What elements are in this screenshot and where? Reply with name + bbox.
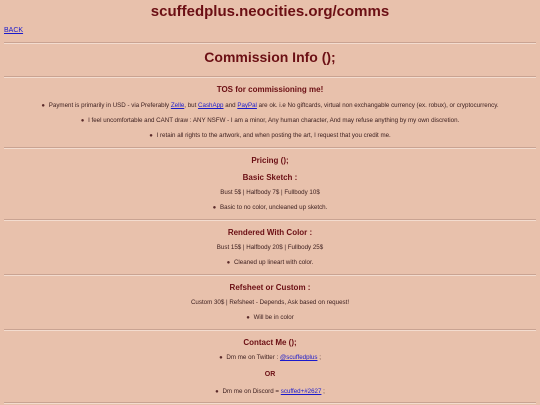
tos-restrictions-line: ● I feel uncomfortable and CANT draw : ANY NSFW - I am a minor, Any human character, And may refuse anything by my own discretion. xyxy=(80,117,460,124)
basic-sketch-heading: Basic Sketch : xyxy=(242,173,298,182)
divider xyxy=(4,402,536,404)
cashapp-link[interactable]: CashApp xyxy=(198,102,224,109)
refsheet-custom-note: ● Will be in color xyxy=(246,314,294,321)
rendered-color-prices: Bust 15$ | Halfbody 20$ | Fullbody 25$ xyxy=(216,244,324,251)
bullet-icon: ● xyxy=(219,355,223,361)
discord-link[interactable]: scuffed+#2627 xyxy=(280,388,322,395)
tos-heading: TOS for commissioning me! xyxy=(216,85,324,94)
paypal-link[interactable]: PayPal xyxy=(237,102,257,109)
bullet-icon: ● xyxy=(41,103,46,109)
basic-sketch-note: ● Basic to no color, uncleaned up sketch. xyxy=(212,204,328,211)
basic-sketch-prices: Bust 5$ | Halfbody 7$ | Fullbody 10$ xyxy=(220,189,320,196)
divider xyxy=(4,274,536,276)
discord-contact-line: ● Dm me on Discord = scuffed+#2627 ; xyxy=(215,388,325,395)
or-label: OR xyxy=(264,371,276,378)
divider xyxy=(4,329,536,331)
rendered-color-heading: Rendered With Color : xyxy=(227,228,313,237)
divider xyxy=(4,147,536,149)
page-title: Commission Info (); xyxy=(204,49,336,65)
bullet-icon: ● xyxy=(246,315,250,321)
rendered-color-note: ● Cleaned up lineart with color. xyxy=(226,259,314,266)
zelle-link[interactable]: Zelle xyxy=(170,102,185,109)
bullet-icon: ● xyxy=(80,118,85,124)
pricing-heading: Pricing (); xyxy=(251,156,289,165)
back-link[interactable]: BACK xyxy=(4,27,24,34)
bullet-icon: ● xyxy=(226,260,231,266)
divider xyxy=(4,42,536,44)
contact-heading: Contact Me (); xyxy=(243,338,297,347)
tos-rights-line: ● I retain all rights to the artwork, and when posting the art, I request that you credit me. xyxy=(149,132,391,139)
bullet-icon: ● xyxy=(149,133,153,139)
twitter-contact-line: ● Dm me on Twitter : @scuffedplus ; xyxy=(219,354,321,361)
refsheet-custom-heading: Refsheet or Custom : xyxy=(229,283,311,292)
divider xyxy=(4,219,536,221)
bullet-icon: ● xyxy=(212,205,217,211)
tos-payment-line: ● Payment is primarily in USD - via Preferably Zelle, but CashApp and PayPal are ok. i.e No giftcards, virtual non exchangable currency (ex. robux), or cryptocurrency. xyxy=(41,102,499,109)
refsheet-custom-prices: Custom 30$ | Refsheet - Depends, Ask based on request! xyxy=(190,299,350,306)
bullet-icon: ● xyxy=(215,389,219,395)
twitter-link[interactable]: @scuffedplus xyxy=(279,354,318,361)
divider xyxy=(4,76,536,78)
site-title: scuffedplus.neocities.org/comms xyxy=(150,3,390,20)
